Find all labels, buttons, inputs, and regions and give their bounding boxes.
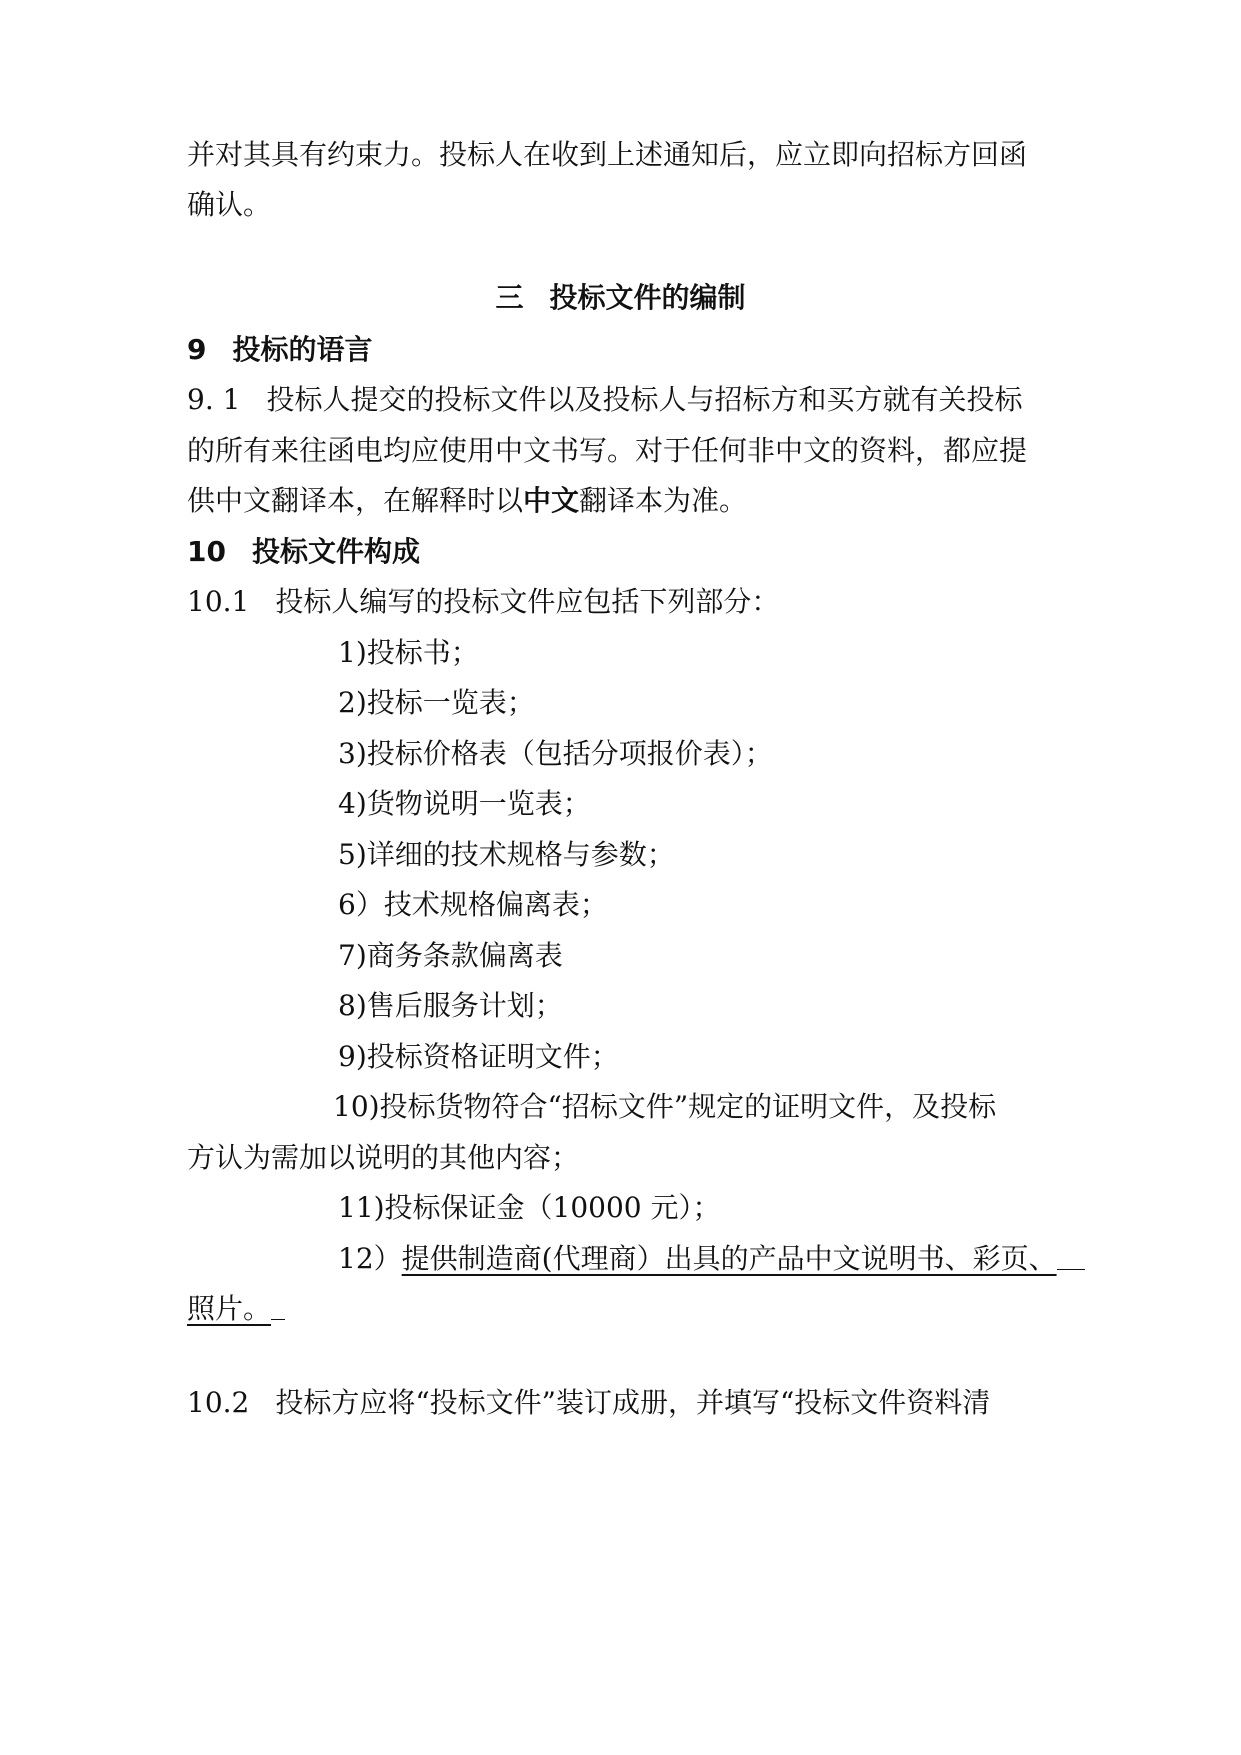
clause-line — [187, 380, 1022, 420]
bold-text: 中文 — [523, 484, 580, 517]
list-item: 4)货物说明一览表； — [338, 787, 591, 820]
clause-number: 10.1 — [187, 585, 250, 618]
underlined-text: 提供制造商(代理商）出具的产品中文说明书、彩页、 — [401, 1242, 1057, 1275]
list-item: 6）技术规格偏离表； — [338, 888, 608, 921]
list-item: 3)投标价格表（包括分项报价表）； — [338, 737, 773, 770]
list-item: 10)投标货物符合“招标文件”规定的证明文件，及投标 — [333, 1090, 997, 1123]
clause-line — [187, 582, 779, 622]
paragraph-line — [187, 481, 747, 521]
clause-number: 10.2 — [187, 1386, 250, 1419]
list-item: 11)投标保证金（10000 元）； — [338, 1191, 721, 1224]
clause-number: 9. 1 — [187, 383, 241, 416]
section-number: 10 — [187, 535, 226, 568]
section-title: 投标的语言 — [232, 333, 373, 366]
list-item: 1)投标书； — [338, 636, 479, 669]
list-item: 5)详细的技术规格与参数； — [338, 838, 675, 871]
chapter-number: 三 — [495, 281, 524, 314]
list-item: 9)投标资格证明文件； — [338, 1040, 619, 1073]
list-item-continuation: 方认为需加以说明的其他内容； — [187, 1141, 580, 1174]
section-heading — [187, 532, 420, 572]
clause-text: 投标方应将“投标文件”装订成册，并填写“投标文件资料清 — [275, 1386, 991, 1419]
chapter-heading — [0, 278, 1241, 318]
list-item — [338, 1239, 1085, 1279]
paragraph-line: 并对其具有约束力。投标人在收到上述通知后，应立即向招标方回函 — [187, 138, 1028, 171]
section-number: 9 — [187, 333, 207, 366]
paragraph-line: 的所有来往函电均应使用中文书写。对于任何非中文的资料，都应提 — [187, 434, 1028, 467]
list-item: 8)售后服务计划； — [338, 989, 563, 1022]
clause-text: 投标人提交的投标文件以及投标人与招标方和买方就有关投标 — [266, 383, 1023, 416]
clause-line — [187, 1383, 990, 1423]
section-heading — [187, 330, 373, 370]
list-item-continuation — [187, 1289, 285, 1329]
text-run: 供中文翻译本，在解释时以 — [187, 484, 524, 517]
underlined-text: 照片。 — [187, 1292, 272, 1325]
paragraph-line: 确认。 — [187, 188, 272, 221]
underline-fill — [271, 1289, 285, 1320]
clause-text: 投标人编写的投标文件应包括下列部分： — [275, 585, 780, 618]
list-item: 2)投标一览表； — [338, 686, 535, 719]
chapter-title: 投标文件的编制 — [549, 281, 746, 314]
list-item: 7)商务条款偏离表 — [338, 939, 563, 972]
list-marker: 12） — [338, 1242, 402, 1275]
section-title: 投标文件构成 — [251, 535, 420, 568]
underline-fill — [1057, 1239, 1085, 1270]
text-run: 翻译本为准。 — [579, 484, 748, 517]
